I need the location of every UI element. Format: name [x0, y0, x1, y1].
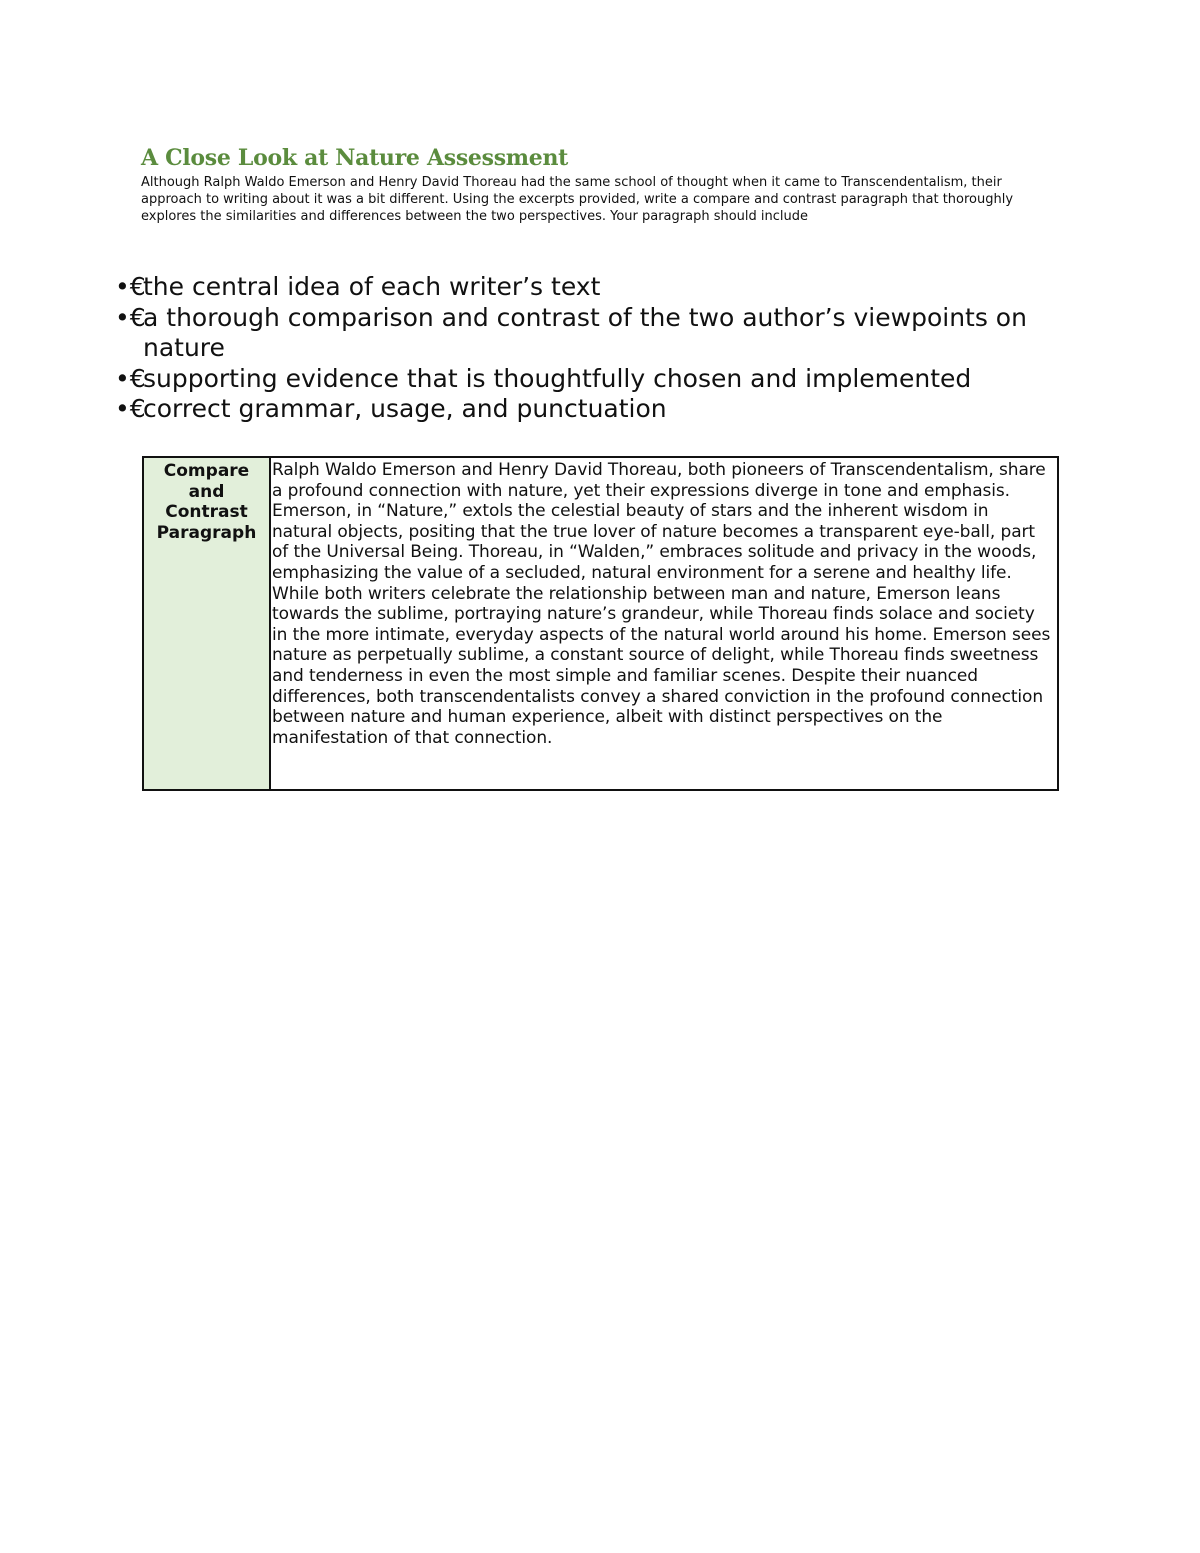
label-line: and	[188, 481, 225, 502]
criteria-text: supporting evidence that is thoughtfully chosen and implemented	[143, 363, 972, 393]
label-cell	[144, 458, 271, 789]
bullet-icon: •€	[115, 272, 146, 301]
criteria-text: a thorough comparison and contrast of the two author’s viewpoints on nature	[143, 302, 1027, 362]
list-item	[115, 272, 1065, 303]
list-item	[115, 364, 1065, 395]
answer-table	[142, 456, 1059, 791]
page-title: A Close Look at Nature Assessment	[141, 145, 569, 171]
label-line: Compare	[163, 461, 250, 481]
criteria-text: the central idea of each writer’s text	[143, 272, 601, 301]
bullet-icon: •€	[115, 363, 146, 393]
list-item	[115, 394, 1065, 425]
label-line: Paragraph	[156, 522, 257, 543]
bullet-icon: •€	[115, 302, 146, 332]
assignment-instructions: Although Ralph Waldo Emerson and Henry David Thoreau had the same school of thought when it came to Transcendentalism, their approach to writing about it was a bit different. Using the excerpts provided, write a compare and contrast paragraph that thoroughly explores the similarities and differences between the two perspectives. Your paragraph should include	[141, 175, 1014, 224]
criteria-list	[115, 272, 1065, 425]
response-paragraph[interactable]: Ralph Waldo Emerson and Henry David Thoreau, both pioneers of Transcendentalism, share a profound connection with nature, yet their expressions diverge in tone and emphasis. Emerson, in “Nature,” extols the celestial beauty of stars and the inherent wisdom in natural objects, positing that the true lover of nature becomes a transparent eye-ball, part of the Universal Being. Thoreau, in “Walden,” embraces solitude and privacy in the woods, emphasizing the value of a secluded, natural environment for a serene and healthy life. While both writers celebrate the relationship between man and nature, Emerson leans towards the sublime, portraying nature’s grandeur, while Thoreau finds solace and society in the more intimate, everyday aspects of the natural world around his home. Emerson sees nature as perpetually sublime, a constant source of delight, while Thoreau finds sweetness and tenderness in even the most simple and familiar scenes. Despite their nuanced differences, both transcendentalists convey a shared conviction in the profound connection between nature and human experience, albeit with distinct perspectives on the manifestation of that connection.	[272, 460, 1051, 748]
label-line: Contrast	[165, 502, 248, 522]
bullet-icon: •€	[115, 394, 146, 423]
criteria-text: correct grammar, usage, and punctuation	[143, 394, 667, 423]
list-item	[115, 303, 1065, 364]
